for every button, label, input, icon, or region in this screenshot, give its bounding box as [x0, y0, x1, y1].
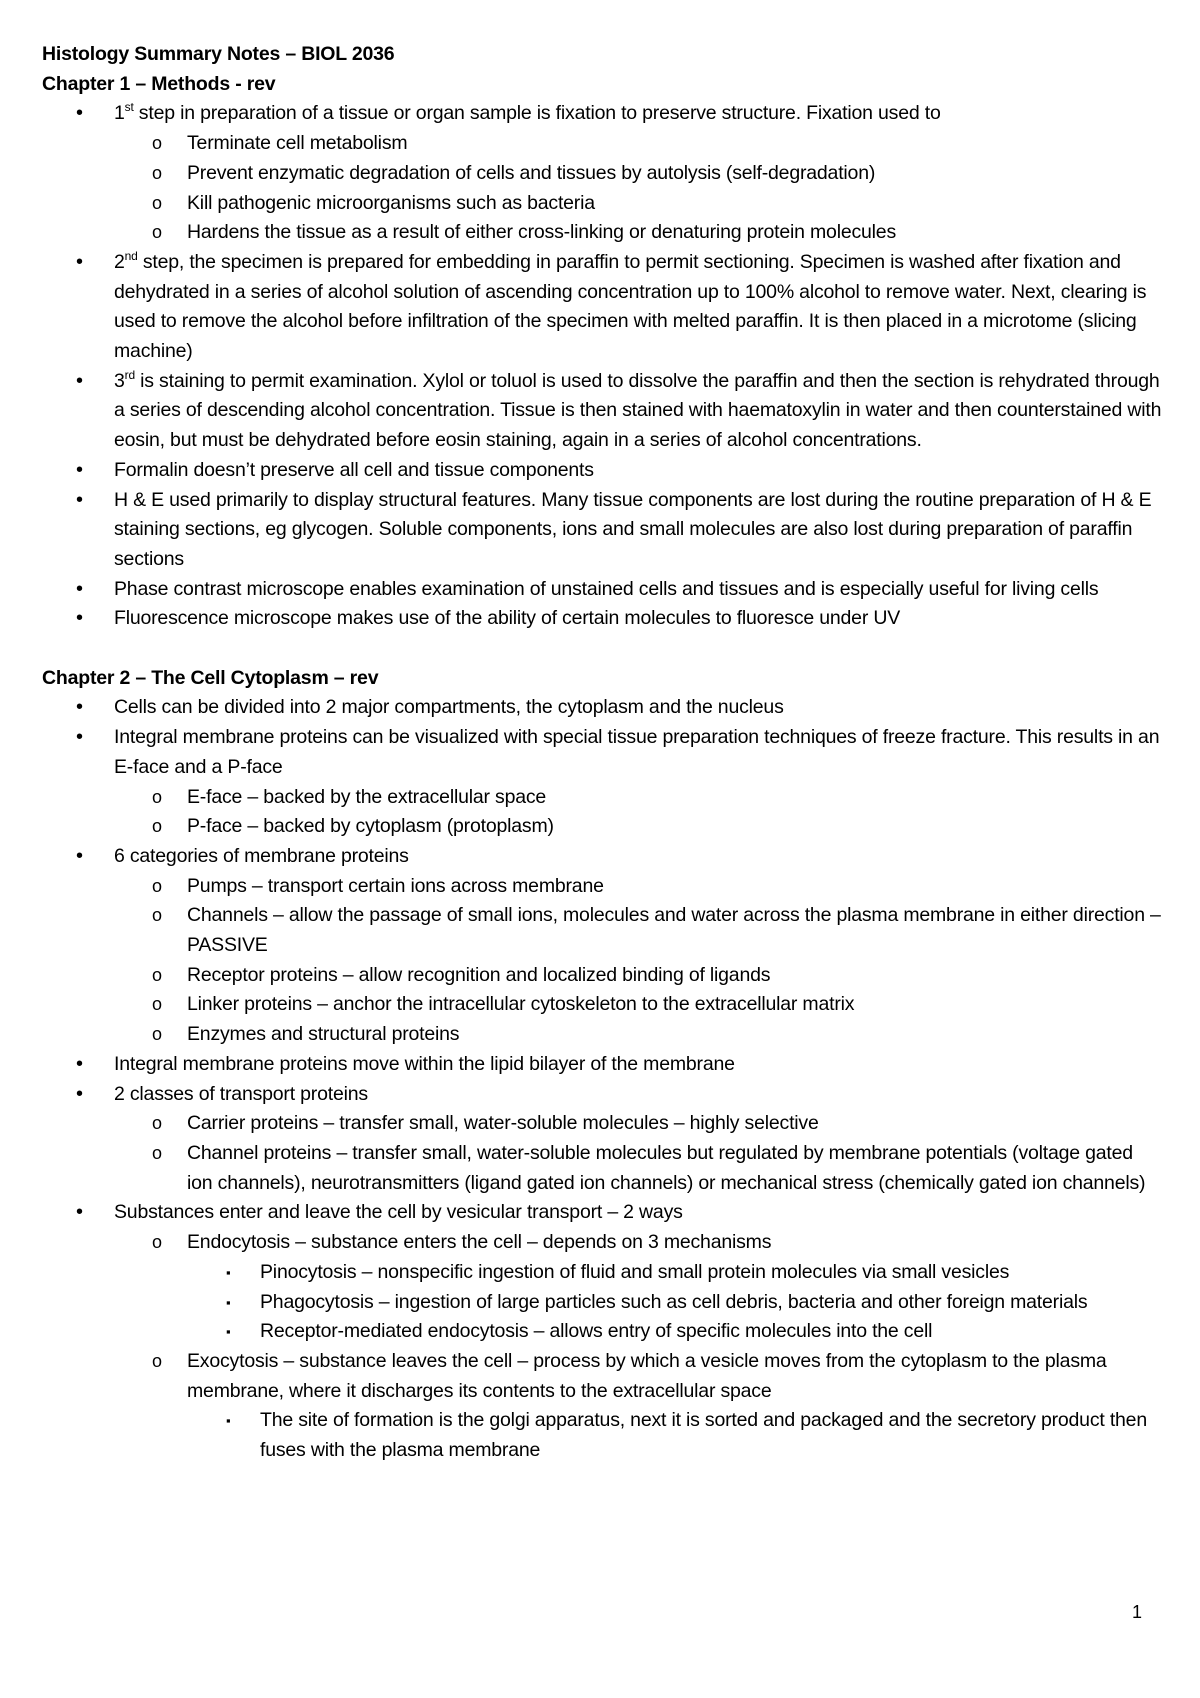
list-item: o Channels – allow the passage of small ions, molecules and water across the plasma membrane in either direction – PASSIVE [42, 901, 1162, 960]
bullet-icon: • [76, 1052, 83, 1075]
chapter-1-list [42, 99, 1162, 634]
circle-bullet-icon: o [152, 1143, 162, 1163]
circle-bullet-icon: o [152, 786, 162, 807]
circle-bullet-icon: o [152, 192, 162, 213]
list-item: o Carrier proteins – transfer small, water-soluble molecules – highly selective [42, 1109, 1162, 1139]
list-item: o Exocytosis – substance leaves the cell – process by which a vesicle moves from the cytoplasm to the plasma membrane, where it discharges its contents to the extracellular space [42, 1347, 1162, 1406]
list-item: • Fluorescence microscope makes use of the ability of certain molecules to fluoresce under UV [42, 604, 1162, 634]
chapter-2-heading: Chapter 2 – The Cell Cytoplasm – rev [42, 666, 379, 689]
square-bullet-icon: ▪ [226, 1264, 231, 1280]
bullet-icon: • [76, 102, 83, 125]
list-item: o Pumps – transport certain ions across membrane [42, 872, 1162, 902]
list-item: o Enzymes and structural proteins [42, 1020, 1162, 1050]
square-bullet-icon: ▪ [226, 1413, 231, 1429]
bullet-icon: • [76, 726, 83, 749]
list-item: • 3rd is staining to permit examination. Xylol or toluol is used to dissolve the paraffin and then the section is rehydrated through a series of descending alcohol concentration. Tissue is then stained with haematoxylin in water and then counterstained with eosin, but must be dehydrated before eosin staining, again in a series of alcohol concentrations. [76, 367, 1162, 452]
list-item: o E-face – backed by the extracellular space [42, 783, 1162, 813]
list-item: o Channel proteins – transfer small, water-soluble molecules but regulated by membrane potentials (voltage gated ion channels), neurotransmitters (ligand gated ion channels) or mechanical stress (chemically gated ion channels) [42, 1139, 1162, 1198]
circle-bullet-icon: o [152, 1113, 162, 1134]
list-item: • Integral membrane proteins move within the lipid bilayer of the membrane [42, 1050, 1162, 1080]
list-item: o Linker proteins – anchor the intracellular cytoskeleton to the extracellular matrix [42, 990, 1162, 1020]
circle-bullet-icon: o [152, 162, 162, 183]
bullet-icon: • [76, 250, 83, 273]
circle-bullet-icon: o [152, 1232, 162, 1253]
bullet-icon: • [76, 844, 83, 867]
list-item: • Formalin doesn’t preserve all cell and tissue components [42, 456, 1162, 486]
list-item: • Phase contrast microscope enables examination of unstained cells and tissues and is especially useful for living cells [42, 575, 1162, 605]
list-item: o Hardens the tissue as a result of either cross-linking or denaturing protein molecules [42, 218, 1162, 248]
list-item: o Terminate cell metabolism [42, 129, 1162, 159]
square-bullet-icon: ▪ [226, 1324, 231, 1340]
list-item: • H & E used primarily to display structural features. Many tissue components are lost during the routine preparation of H & E staining sections, eg glycogen. Soluble components, ions and small molecules are also lost during preparation of paraffin sections [42, 486, 1162, 575]
list-item: • Integral membrane proteins can be visualized with special tissue preparation techniques of freeze fracture. This results in an E-face and a P-face [42, 723, 1162, 782]
list-item: o Kill pathogenic microorganisms such as bacteria [42, 189, 1162, 219]
bullet-icon: • [76, 577, 83, 600]
list-item: ▪ The site of formation is the golgi apparatus, next it is sorted and packaged and the secretory product then fuses with the plasma membrane [42, 1406, 1162, 1465]
list-item: o Endocytosis – substance enters the cell – depends on 3 mechanisms [42, 1228, 1162, 1258]
list-item: o P-face – backed by cytoplasm (protoplasm) [42, 812, 1162, 842]
circle-bullet-icon: o [152, 816, 162, 837]
bullet-icon: • [76, 458, 83, 481]
chapter-1-heading: Chapter 1 – Methods - rev [42, 72, 276, 95]
list-item: ▪ Phagocytosis – ingestion of large particles such as cell debris, bacteria and other foreign materials [42, 1288, 1162, 1318]
square-bullet-icon: ▪ [226, 1294, 231, 1310]
list-item: ▪ Pinocytosis – nonspecific ingestion of fluid and small protein molecules via small vesicles [42, 1258, 1162, 1288]
list-item: • Cells can be divided into 2 major compartments, the cytoplasm and the nucleus [42, 693, 1162, 723]
bullet-icon: • [76, 488, 83, 511]
bullet-icon: • [76, 607, 83, 630]
circle-bullet-icon: o [152, 964, 162, 985]
circle-bullet-icon: o [152, 905, 162, 926]
list-item: • 6 categories of membrane proteins [42, 842, 1162, 872]
circle-bullet-icon: o [152, 1024, 162, 1045]
document-title: Histology Summary Notes – BIOL 2036 [42, 43, 395, 65]
list-item: • 1st step in preparation of a tissue or organ sample is fixation to preserve structure. Fixation used to [42, 99, 1162, 129]
circle-bullet-icon: o [152, 875, 162, 896]
bullet-icon: • [76, 1201, 83, 1224]
circle-bullet-icon: o [152, 994, 162, 1015]
bullet-icon: • [76, 369, 83, 392]
list-item: • Substances enter and leave the cell by vesicular transport – 2 ways [42, 1198, 1162, 1228]
list-item: • 2nd step, the specimen is prepared for embedding in paraffin to permit sectioning. Specimen is washed after fixation and dehydrated in a series of alcohol solution of ascending concentration up to 100% alcohol to remove water. Next, clearing is used to remove the alcohol before infiltration of the specimen with melted paraffin. It is then placed in a microtome (slicing machine) [76, 248, 1147, 363]
document-content [42, 40, 1162, 1466]
page-number: 1 [1132, 1602, 1142, 1622]
circle-bullet-icon: o [152, 133, 162, 154]
bullet-icon: • [76, 696, 83, 719]
list-item: o Receptor proteins – allow recognition and localized binding of ligands [42, 961, 1162, 991]
section-gap [42, 634, 1162, 664]
list-item: o Prevent enzymatic degradation of cells and tissues by autolysis (self-degradation) [42, 159, 1162, 189]
list-item: • 2 classes of transport proteins [42, 1080, 1162, 1110]
bullet-icon: • [76, 1082, 83, 1105]
chapter-2-list [42, 693, 1162, 1465]
list-item: ▪ Receptor-mediated endocytosis – allows entry of specific molecules into the cell [42, 1317, 1162, 1347]
circle-bullet-icon: o [152, 222, 162, 243]
circle-bullet-icon: o [152, 1350, 162, 1371]
